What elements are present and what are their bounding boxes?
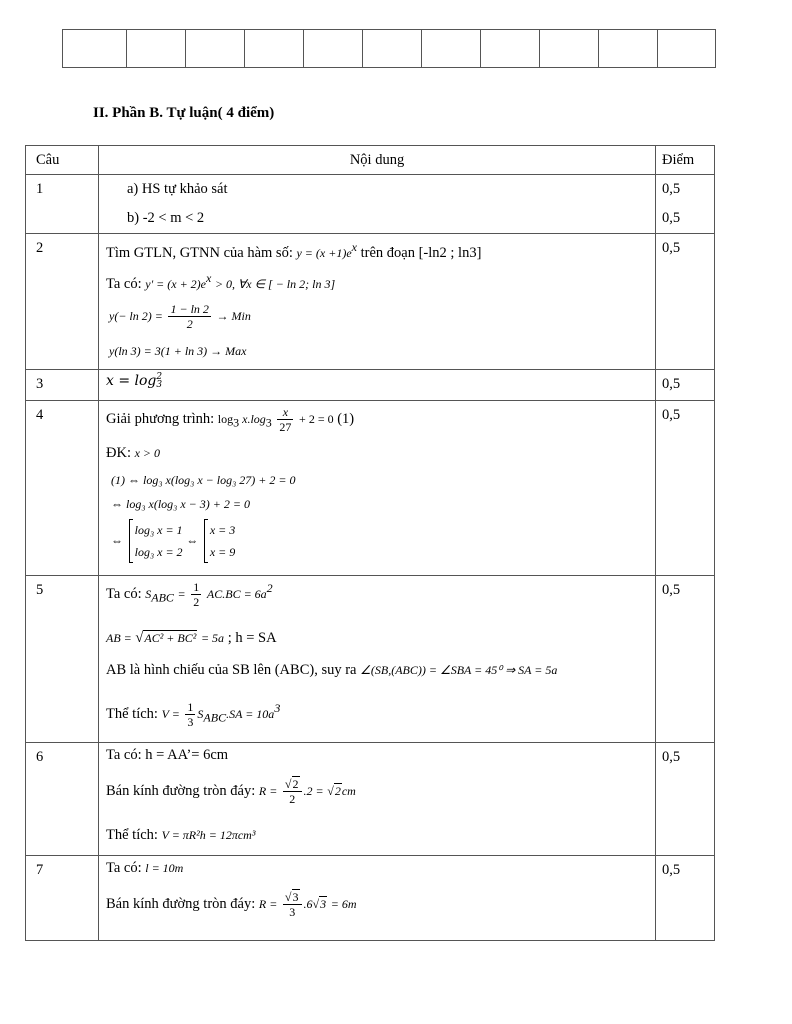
table-row — [26, 234, 715, 370]
answer-line: AB là hình chiếu của SB lên (ABC), suy ra ∠(SB,(ABC)) = ∠SBA = 45⁰ ⇒ SA = 5a — [106, 662, 558, 678]
grid-cell — [422, 30, 481, 68]
question-number: 6 — [36, 749, 44, 765]
grid-cell — [540, 30, 599, 68]
points: 0,5 — [662, 181, 681, 197]
question-number: 4 — [36, 407, 44, 423]
grid-cell — [245, 30, 304, 68]
table-row — [26, 401, 715, 576]
answer-line: Ta có: $S_{ABC}$ = $\frac{1}{2}$ $AC.BC = 6a^2$ — [106, 580, 273, 609]
answer-line: ⇔ log₃ x(log₃ x − 3) + 2 = 0 — [111, 497, 250, 511]
question-number: 1 — [36, 181, 44, 197]
grid-cell — [481, 30, 540, 68]
header-content: Nội dung — [99, 146, 656, 175]
answer-line: y(− ln 2) = $\frac{1 - \ln 2}{2}$ → Min — [109, 302, 251, 331]
table-row — [26, 576, 715, 743]
answer-line: ĐK: x > 0 — [106, 445, 161, 461]
header-question: Câu — [26, 146, 99, 175]
table-header-row — [26, 146, 715, 175]
answer-line: ⇔ log₃ x = 1 log₃ x = 2 ⇔ x = 3 x = 9 — [111, 519, 235, 563]
grid-cell — [186, 30, 245, 68]
answer-line: Giải phương trình: $\log_3 x.\log_3$ $\frac{x}{27}$ + 2 = 0 (1) — [106, 405, 355, 434]
answer-line: a) HS tự khảo sát — [127, 181, 228, 197]
grid-cell — [363, 30, 422, 68]
answer-line: y(ln 3) = 3(1 + ln 3) → Max — [109, 344, 247, 358]
points: 0,5 — [662, 407, 681, 423]
grid-cell — [63, 30, 127, 68]
grid-cell — [127, 30, 186, 68]
table-row — [26, 175, 715, 234]
table-row — [26, 370, 715, 401]
grid-cell — [658, 30, 716, 68]
section-title: II. Phần B. Tự luận( 4 điểm) — [93, 105, 275, 121]
answer-line: Ta có: l = 10m — [106, 860, 184, 876]
points: 0,5 — [662, 210, 681, 226]
points: 0,5 — [662, 240, 681, 256]
question-number: 2 — [36, 240, 44, 256]
answer-table — [25, 145, 715, 941]
points: 0,5 — [662, 582, 681, 598]
table-row — [26, 743, 715, 856]
answer-line: (1) ⇔ log₃ x(log₃ x − log₃ 27) + 2 = 0 — [111, 473, 296, 487]
answer-line: Bán kính đường tròn đáy: R = $\frac{√3}{3}$ .6√3 = 6m — [106, 890, 357, 919]
answer-line: Thể tích: V = πR²h = 12πcm³ — [106, 827, 256, 843]
answer-line: b) -2 < m < 2 — [127, 210, 205, 226]
points: 0,5 — [662, 749, 681, 765]
question-number: 5 — [36, 582, 44, 598]
header-points: Điểm — [656, 146, 715, 175]
table-row — [26, 856, 715, 941]
question-number: 7 — [36, 862, 44, 878]
answer-line: Ta có: h = AA’= 6cm — [106, 747, 229, 763]
answer-grid — [62, 29, 716, 68]
answer-line: Tìm GTLN, GTNN của hàm số: $y = (x +1)e^x$ trên đoạn [-ln2 ; ln3] — [106, 240, 482, 261]
answer-line: Thể tích: V = $\frac{1}{3}$ $S_{ABC}.SA = 10a^3$ — [106, 700, 281, 729]
points: 0,5 — [662, 862, 681, 878]
answer-line: Bán kính đường tròn đáy: R = $\frac{√2}{2}$ .2 = √2cm — [106, 777, 356, 806]
points: 0,5 — [662, 376, 681, 392]
grid-cell — [304, 30, 363, 68]
answer-line: AB = √AC² + BC² = 5a ; h = SA — [106, 630, 277, 646]
answer-line: Ta có: $y' = (x + 2)e^x > 0$, ∀x ∈ [ − ln 2; ln 3] — [106, 271, 336, 292]
question-number: 3 — [36, 376, 44, 392]
answer-line: x = log 2 3 — [106, 372, 163, 390]
grid-cell — [599, 30, 658, 68]
